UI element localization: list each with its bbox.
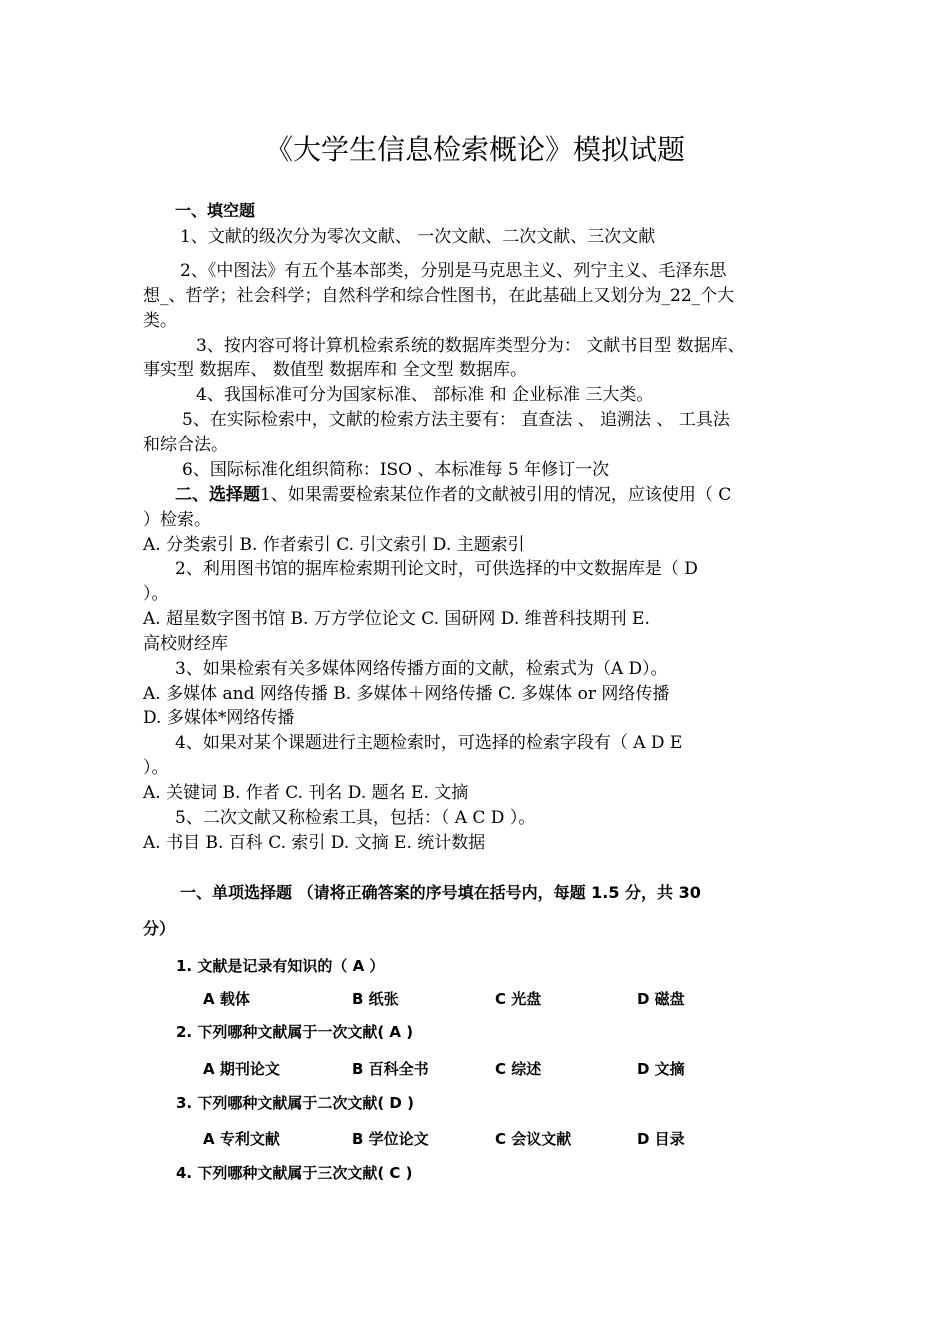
option-c: C 综述 bbox=[495, 1060, 542, 1078]
choice-question-2-options-cont: 高校财经库 bbox=[143, 634, 228, 654]
option-d: D 文摘 bbox=[637, 1060, 685, 1078]
choice-question-4-options: A. 关键词 B. 作者 C. 刊名 D. 题名 E. 文摘 bbox=[143, 783, 469, 803]
single-question-4: 4. 下列哪种文献属于三次文献( C ) bbox=[176, 1164, 413, 1182]
choice-question-5-options: A. 书目 B. 百科 C. 索引 D. 文摘 E. 统计数据 bbox=[143, 833, 486, 853]
page-title: 《大学生信息检索概论》模拟试题 bbox=[264, 133, 685, 166]
option-b: B 学位论文 bbox=[352, 1130, 429, 1148]
single-question-1: 1. 文献是记录有知识的（ A ） bbox=[176, 957, 385, 975]
single-question-3: 3. 下列哪种文献属于二次文献( D ) bbox=[176, 1094, 414, 1112]
option-c: C 会议文献 bbox=[495, 1130, 572, 1148]
fill-question-3-line1: 3、按内容可将计算机检索系统的数据库类型分为： 文献书目型 数据库、 bbox=[196, 336, 745, 356]
option-b: B 百科全书 bbox=[352, 1060, 429, 1078]
choice-question-4-line1: 4、如果对某个课题进行主题检索时，可选择的检索字段有（ A D E bbox=[175, 733, 683, 753]
choice-question-3-line1: 3、如果检索有关多媒体网络传播方面的文献，检索式为（A D）。 bbox=[175, 659, 668, 679]
option-a: A 载体 bbox=[203, 990, 250, 1008]
option-d: D 磁盘 bbox=[637, 990, 685, 1008]
choice-question-3-options: A. 多媒体 and 网络传播 B. 多媒体＋网络传播 C. 多媒体 or 网络传播 bbox=[143, 684, 670, 704]
option-c: C 光盘 bbox=[495, 990, 542, 1008]
section-heading-single: 一、单项选择题 （请将正确答案的序号填在括号内，每题 1.5 分，共 30 bbox=[180, 883, 701, 902]
choice-question-1-line2: ）检索。 bbox=[143, 510, 211, 530]
choice-question-1-options: A. 分类索引 B. 作者索引 C. 引文索引 D. 主题索引 bbox=[143, 535, 525, 555]
fill-question-2-line3: 类。 bbox=[143, 311, 177, 331]
choice-question-1-text: 1、如果需要检索某位作者的文献被引用的情况，应该使用（ C bbox=[260, 485, 732, 505]
section-heading-single-cont: 分） bbox=[143, 919, 176, 938]
choice-question-1-line1 bbox=[175, 484, 731, 506]
option-b: B 纸张 bbox=[352, 990, 399, 1008]
fill-question-6: 6、国际标准化组织简称：ISO 、本标准每 5 年修订一次 bbox=[182, 460, 610, 480]
option-d: D 目录 bbox=[637, 1130, 685, 1148]
option-a: A 专利文献 bbox=[203, 1130, 280, 1148]
choice-question-2-line1: 2、利用图书馆的据库检索期刊论文时，可供选择的中文数据库是（ D bbox=[175, 559, 698, 579]
fill-question-5-line2: 和综合法。 bbox=[143, 435, 228, 455]
choice-question-2-line2: ）。 bbox=[143, 584, 169, 604]
fill-question-3-line2: 事实型 数据库、 数值型 数据库和 全文型 数据库。 bbox=[143, 360, 528, 380]
fill-question-4: 4、我国标准可分为国家标准、 部标准 和 企业标准 三大类。 bbox=[196, 385, 654, 405]
fill-question-2-line1: 2、《中图法》有五个基本部类，分别是马克思主义、列宁主义、毛泽东思 bbox=[180, 261, 727, 281]
single-question-2: 2. 下列哪种文献属于一次文献( A ) bbox=[176, 1023, 414, 1041]
section-heading-choice: 二、选择题 bbox=[175, 485, 260, 505]
fill-question-2-line2: 想_、哲学；社会科学；自然科学和综合性图书，在此基础上又划分为_22_个大 bbox=[143, 286, 735, 306]
fill-question-5-line1: 5、在实际检索中，文献的检索方法主要有： 直查法 、 追溯法 、 工具法 bbox=[182, 410, 730, 430]
option-a: A 期刊论文 bbox=[203, 1060, 280, 1078]
choice-question-3-options-cont: D. 多媒体*网络传播 bbox=[143, 708, 295, 728]
choice-question-5-line1: 5、二次文献又称检索工具，包括：（ A C D ）。 bbox=[175, 808, 536, 828]
choice-question-2-options: A. 超星数字图书馆 B. 万方学位论文 C. 国研网 D. 维普科技期刊 E. bbox=[143, 609, 650, 629]
fill-question-1: 1、文献的级次分为零次文献、 一次文献、二次文献、三次文献 bbox=[180, 227, 656, 247]
section-heading-fill: 一、填空题 bbox=[175, 201, 256, 220]
choice-question-4-line2: ）。 bbox=[143, 758, 169, 778]
